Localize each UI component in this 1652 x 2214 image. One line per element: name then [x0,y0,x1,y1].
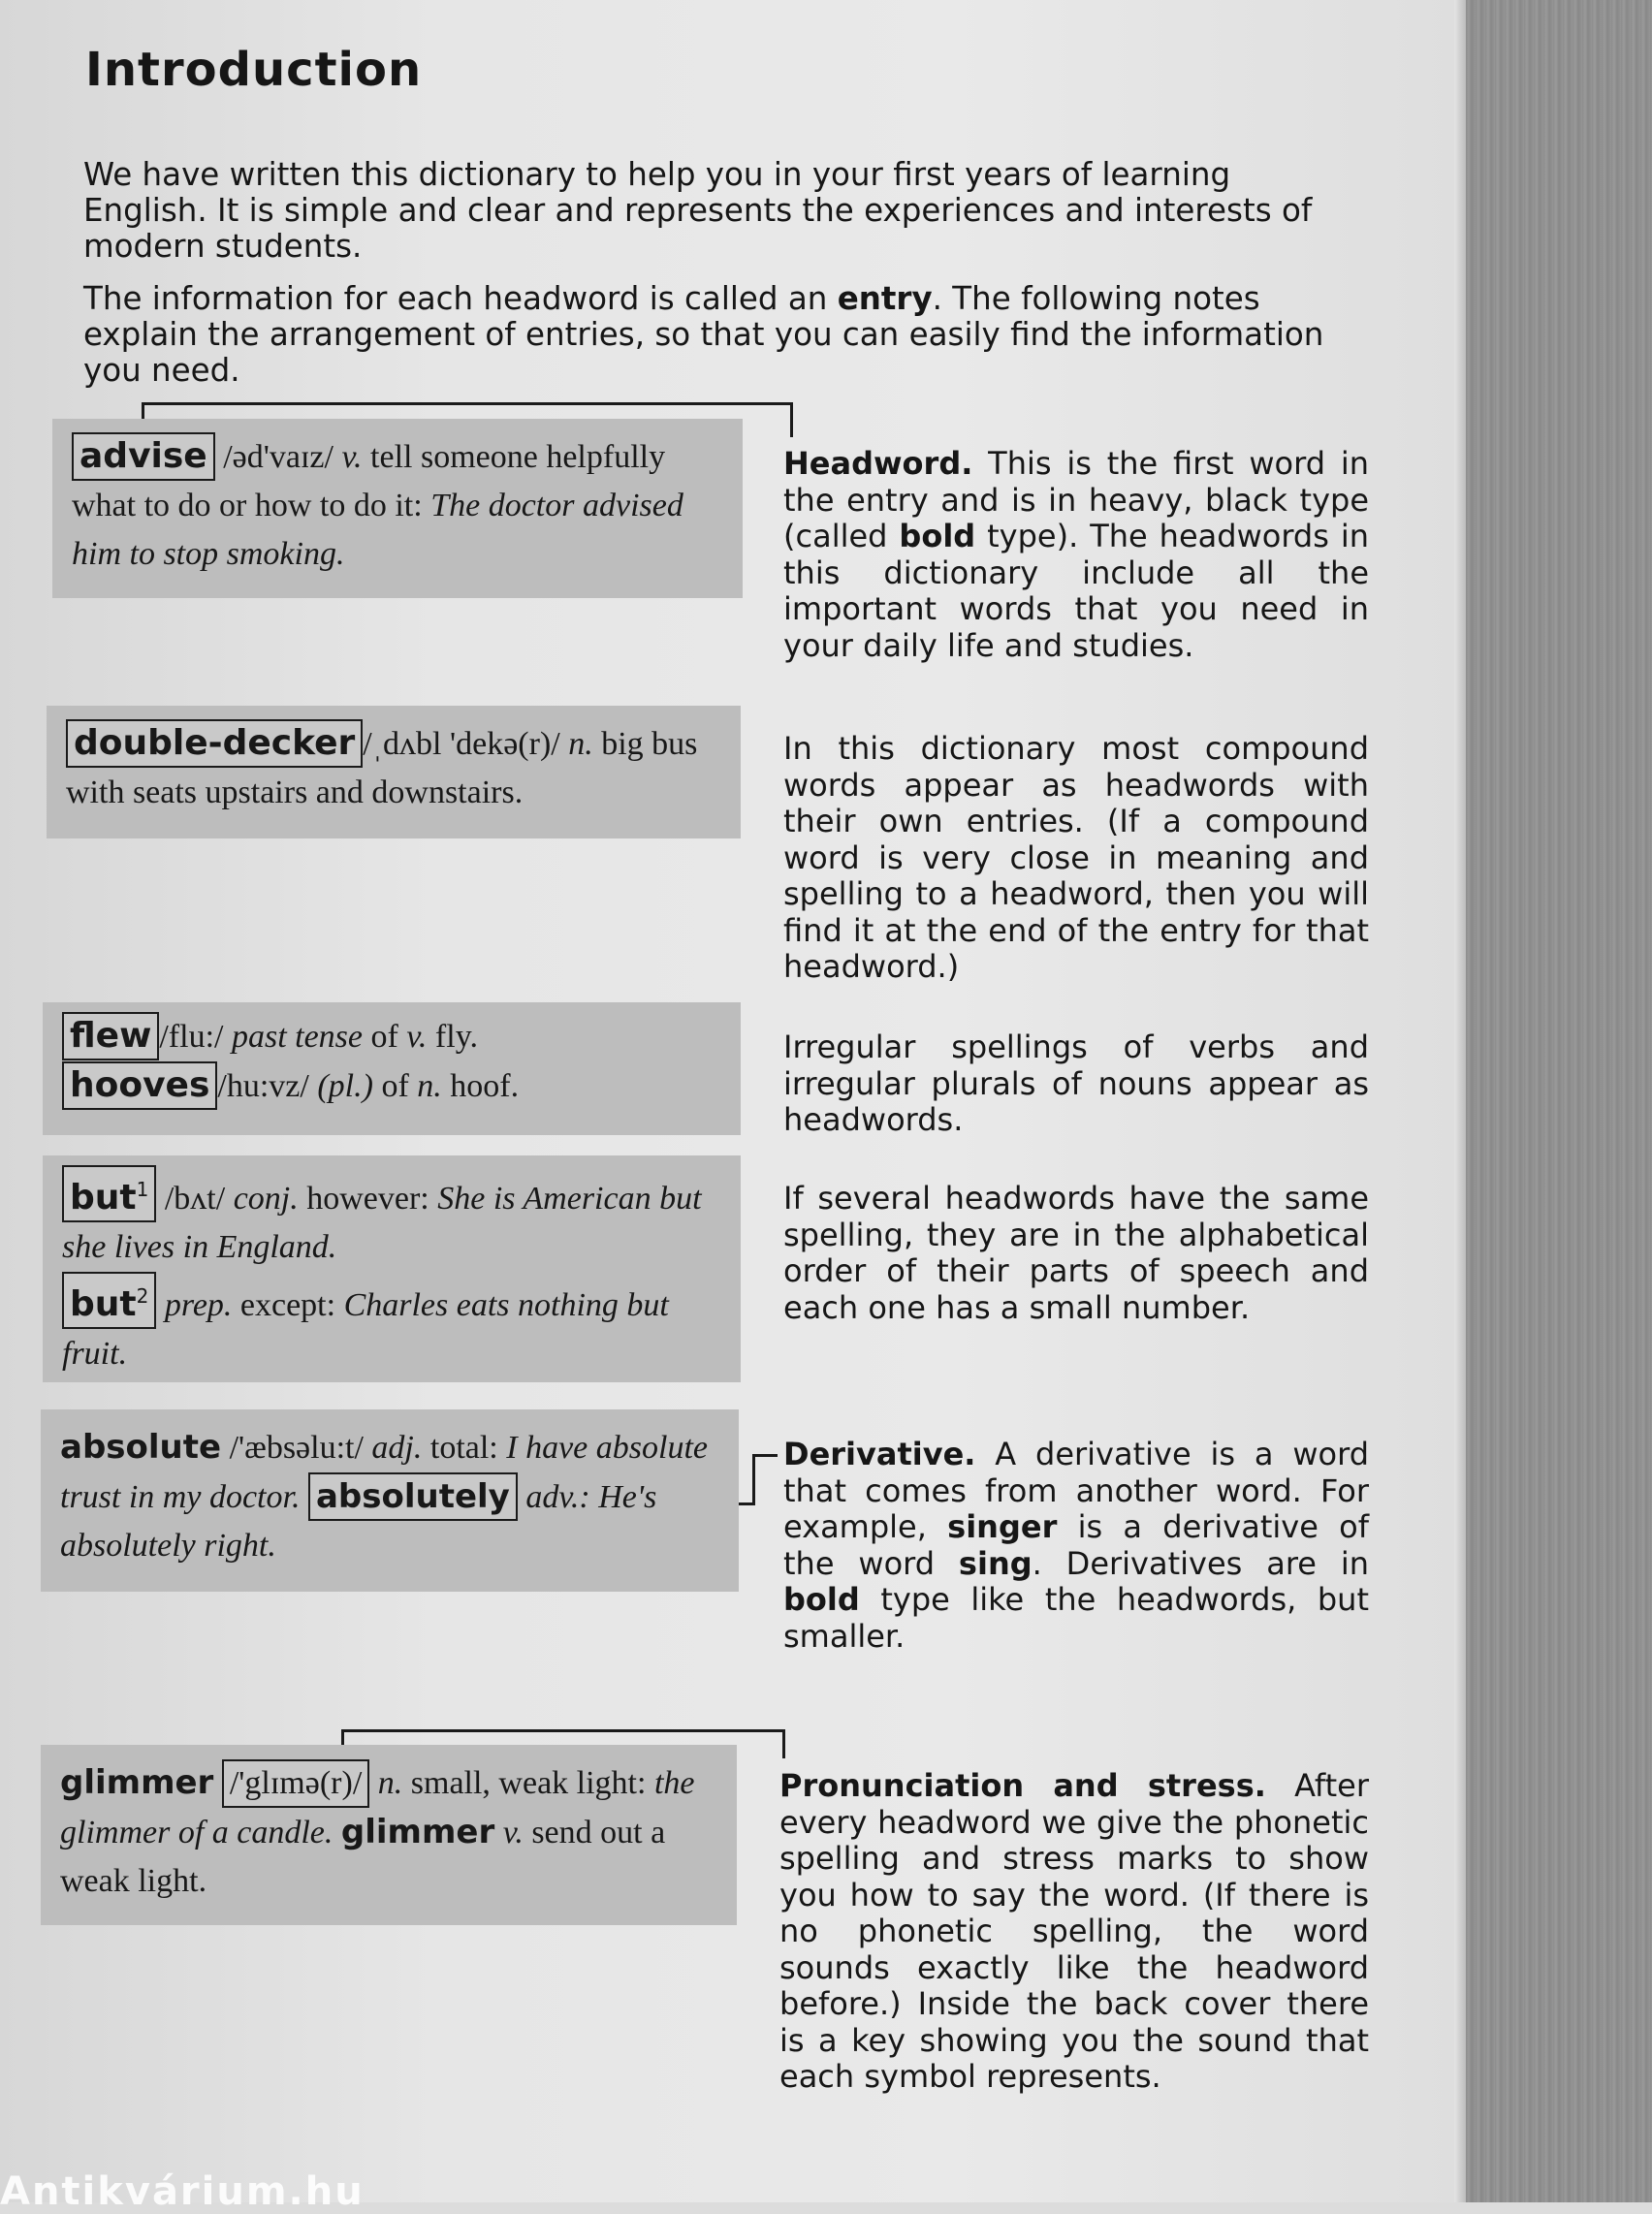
pronunciation-connector [341,1729,785,1732]
headword-double-decker: double-decker [66,719,363,768]
headword-but-1: but$^1$ [62,1165,156,1222]
headword-glimmer: glimmer [60,1763,214,1802]
pronunciation: /'æbsəlu:t/ [229,1430,364,1466]
entry-hooves: hooves /hu:vz/ (pl.) of n. hoof. [62,1061,717,1111]
entry-but [43,1155,741,1382]
pronunciation: /hu:vz/ [217,1068,309,1104]
headword-flew: flew [62,1012,159,1060]
entry-term: entry [837,280,933,317]
derivative-connector-vertical [752,1454,755,1505]
definition: big bus with seats upstairs and downstairs. [66,726,698,810]
entry-but-2 [62,1272,717,1378]
definition: small, weak light: [410,1765,647,1801]
cross-reference: fly. [434,1019,478,1055]
part-of-speech: v. [406,1019,428,1055]
entry-absolute [41,1409,739,1592]
entry-flew-hooves [43,1002,741,1135]
pronunciation: /ˌdʌbl 'dekə(r)/ [363,726,560,762]
definition: total: [429,1430,498,1466]
entry-advise [52,419,743,598]
note-pronunciation: Pronunciation and stress. After every headword we give the phonetic spelling and stress marks to show you how to say the word. (If there is no phonetic spelling, the word sounds exactly like the headword before.) Inside the back cover there is a key showing you the sound that each symbol represents. [779,1767,1370,2095]
part-of-speech: n. [568,726,593,762]
example: She is American but she lives in England. [62,1181,702,1265]
headword-connector [142,402,793,405]
book-binding [1466,0,1652,2202]
entry-flew: flew /flu:/ past tense of v. fly. [62,1012,717,1061]
note-irregular: Irregular spellings of verbs and irregular plurals of nouns appear as headwords. [783,1028,1369,1138]
part-of-speech: v. [341,439,363,475]
entry-but-1 [62,1165,717,1272]
intro-paragraph-2: The information for each headword is called an entry. The following notes explain the arrangement of entries, so that you can easily find the information you need. [83,280,1324,389]
pronunciation: /bʌt/ [164,1181,226,1217]
derivative-part-of-speech: v. [502,1815,524,1850]
headword-but-2: but$^2$ [62,1272,156,1329]
example: The doctor advised him to stop smoking. [72,488,683,572]
pronunciation: /flu:/ [159,1019,224,1055]
derivative-part-of-speech: adv.: [525,1479,590,1515]
note-same-spelling: If several headwords have the same spelling, they are in the alphabetical order of their parts of speech and each one has a small number. [783,1180,1369,1326]
page-title: Introduction [85,43,423,97]
headword-connector-right [790,402,793,437]
cross-reference: hoof. [450,1068,520,1104]
example: I have absolute trust in my doctor. [60,1430,708,1515]
pronunciation: /əd'vaɪz/ [223,439,334,475]
headword-advise: advise [72,432,215,481]
headword-absolute: absolute [60,1428,222,1467]
note-derivative: Derivative. A derivative is a word that comes from another word. For example, singer is a derivative of the word sing. Derivatives are in bold type like the headwords, but smaller. [783,1436,1370,1655]
entry-glimmer [41,1745,737,1925]
derivative-connector-top [752,1454,778,1457]
plural-marker: (pl.) [317,1068,373,1104]
note-compound-words: In this dictionary most compound words appear as headwords with their own entries. (If a compound word is very close in meaning and spelling to a headword, then you will find it at the end of the entry for that headword.) [783,730,1369,985]
part-of-speech: prep. [164,1287,233,1323]
part-of-speech: n. [417,1068,442,1104]
pronunciation-connector-right [782,1729,785,1758]
part-of-speech: n. [377,1765,403,1801]
part-of-speech: conj. [233,1181,299,1217]
definition: tell someone helpfully what to do or how to do it: [72,439,666,523]
definition: except: [239,1287,336,1323]
intro-paragraph-1: We have written this dictionary to help you in your first years of learning English. It is simple and clear and represents the experiences and interests of modern students. [83,156,1313,265]
pronunciation-boxed: /'glɪmə(r)/ [222,1759,369,1808]
example: the glimmer of a candle. [60,1765,695,1850]
entry-double-decker [47,706,741,838]
note-headword: Headword. This is the first word in the entry and is in heavy, black type (called bold type). The headwords in this dictionary include all the important words that you need in your daily life and studies. [783,445,1370,664]
derivative-definition: send out a weak light. [60,1815,666,1899]
derivative-absolutely: absolutely [308,1472,518,1521]
definition: however: [306,1181,429,1217]
example: Charles eats nothing but fruit. [62,1287,669,1372]
watermark: Antikvárium.hu [0,2169,365,2214]
headword-hooves: hooves [62,1061,217,1110]
derivative-example: He's absolutely right. [60,1479,657,1564]
part-of-speech: adj. [371,1430,423,1466]
derivative-glimmer: glimmer [340,1813,495,1851]
definition: past tense [231,1019,364,1055]
